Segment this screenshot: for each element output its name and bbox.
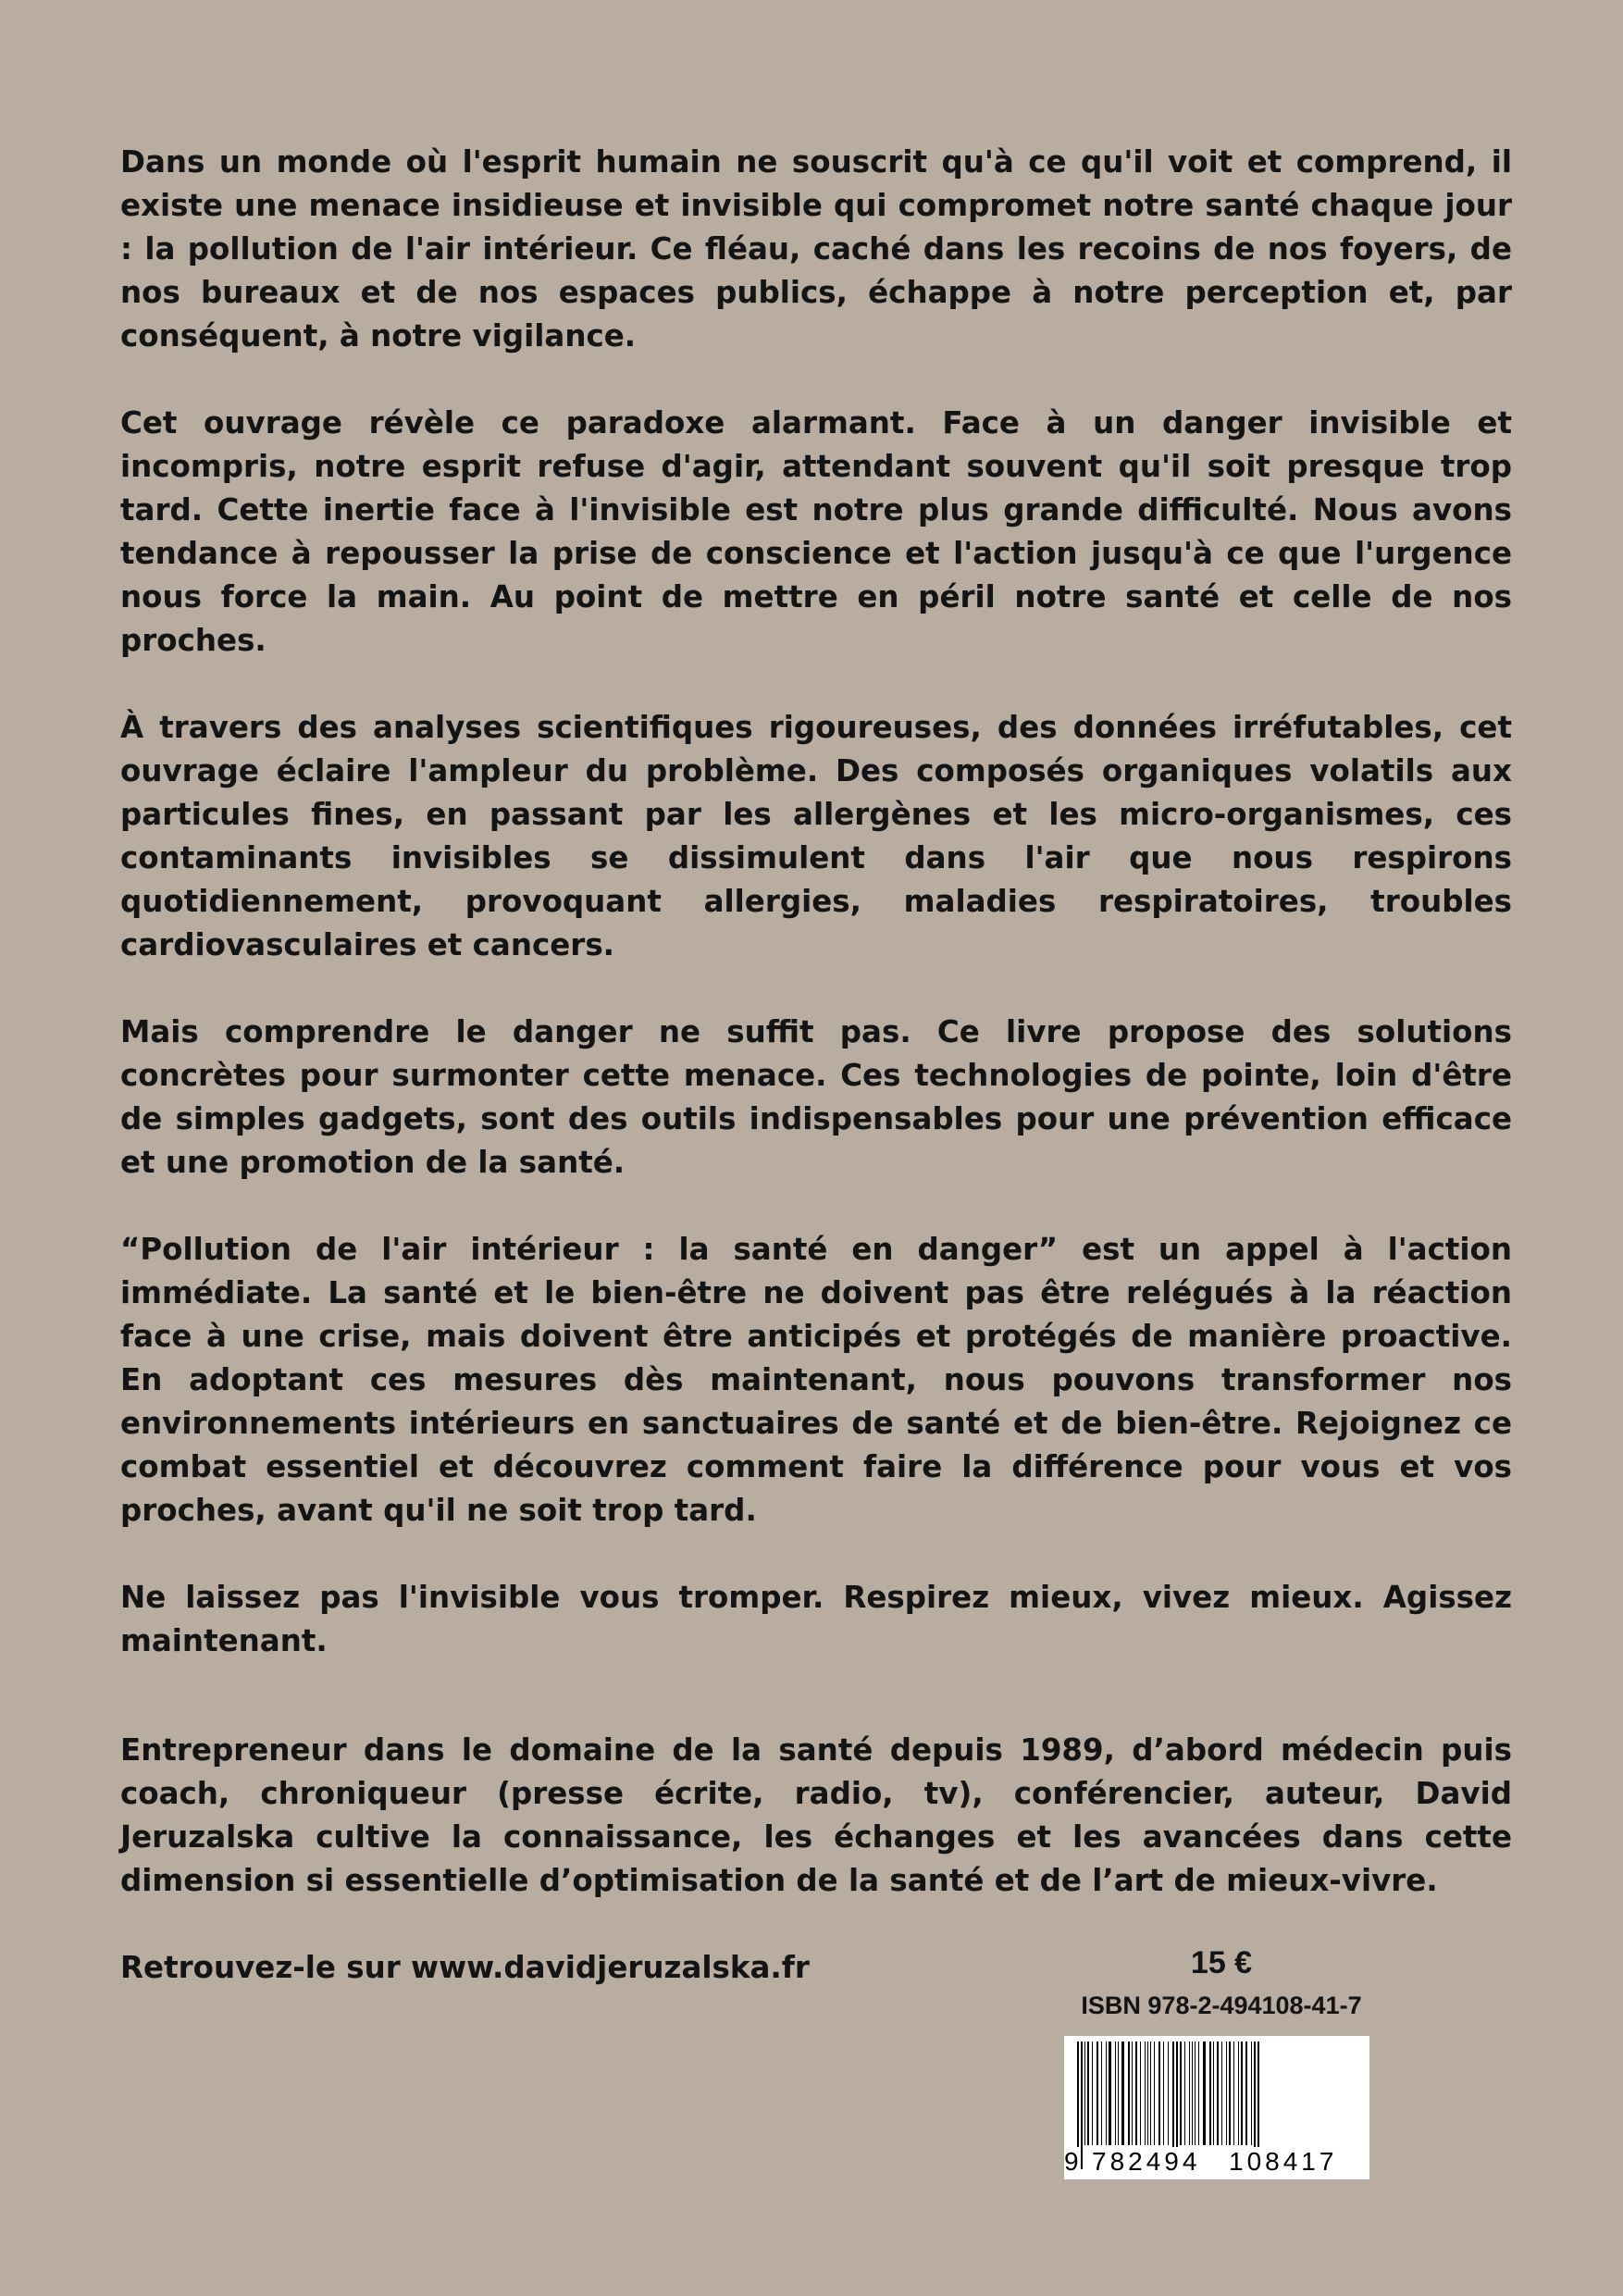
barcode-bar [1241, 2042, 1243, 2145]
barcode-bar [1147, 2042, 1148, 2145]
barcode-bar [1101, 2042, 1102, 2145]
barcode-bar [1226, 2042, 1227, 2145]
barcode-bar [1154, 2042, 1155, 2145]
barcode-bar [1118, 2042, 1119, 2145]
isbn-barcode [1064, 2036, 1369, 2179]
barcode-bar [1180, 2042, 1182, 2145]
barcode-bar [1087, 2042, 1089, 2145]
barcode-bar [1135, 2042, 1137, 2145]
barcode-bar [1145, 2042, 1146, 2145]
paragraph-2: Cet ouvrage révèle ce paradoxe alarmant. Face à un danger invisible et incompris, notre esprit refuse d'agir, attendant souvent qu'il soit presque trop tard. Cette inertie face à l'invisible est notre plus grande difficulté. Nous avons tendance à repousser la prise de conscience et l'action jusqu'à ce que l'urgence nous force la main. Au point de mettre en péril notre santé et celle de nos proches. [120, 405, 1512, 658]
barcode-bar [1203, 2042, 1206, 2145]
barcode-bar [1115, 2042, 1116, 2145]
isbn-label: ISBN 978-2-494108-41-7 [1081, 1992, 1362, 2019]
barcode-bar [1132, 2042, 1133, 2145]
barcode-bar [1184, 2042, 1185, 2145]
barcode-digits-left: 782494 [1092, 2147, 1201, 2176]
barcode-bar [1229, 2042, 1231, 2145]
barcode-bar [1150, 2042, 1151, 2145]
barcode-bar [1140, 2042, 1141, 2145]
barcode-bar [1189, 2042, 1190, 2145]
barcode-bar [1238, 2042, 1239, 2145]
website-line: Retrouvez-le sur www.davidjeruzalska.fr [120, 1950, 810, 1985]
barcode-bar [1109, 2042, 1111, 2145]
barcode-bar [1168, 2042, 1169, 2145]
barcode-bar [1092, 2042, 1093, 2145]
barcode-bar [1192, 2042, 1193, 2145]
paragraph-1: Dans un monde où l'esprit humain ne souscrit qu'à ce qu'il voit et comprend, il existe une menace insidieuse et invisible qui compromet notre santé chaque jour : la pollution de l'air intérieur. Ce fléau, caché dans les recoins de nos foyers, de nos bureaux et de nos espaces publics, échappe à notre perception et, par conséquent, à notre vigilance. [120, 144, 1512, 354]
barcode-bar [1106, 2042, 1107, 2145]
blurb [120, 141, 1512, 1990]
price-label: 15 € [1190, 1945, 1253, 1980]
barcode-bar [1213, 2042, 1214, 2145]
barcode-bar [1195, 2042, 1196, 2145]
barcode-bar [1233, 2042, 1234, 2145]
barcode-bar [1081, 2042, 1083, 2169]
barcode-bar [1217, 2042, 1219, 2145]
paragraph-6: Ne laissez pas l'invisible vous tromper. Respirez mieux, vivez mieux. Agissez maintenant. [120, 1580, 1512, 1658]
barcode-bar [1209, 2042, 1211, 2145]
paragraph-3: À travers des analyses scientifiques rigoureuses, des données irréfutables, cet ouvrage éclaire l'ampleur du problème. Des composés organiques volatils aux particules fines, en passant par les allergènes et les micro-organismes, ces contaminants invisibles se dissimulent dans l'air que nous respirons quotidiennement, provoquant allergies, maladies respiratoires, troubles cardiovasculaires et cancers. [120, 710, 1512, 962]
paragraph-5: “Pollution de l'air intérieur : la santé en danger” est un appel à l'action immédiate. La santé et le bien-être ne doivent pas être relégués à la réaction face à une crise, mais doivent être anticipés et protégés de manière proactive. En adoptant ces mesures dès maintenant, nous pouvons transformer nos environnements intérieurs en sanctuaires de santé et de bien-être. Rejoignez ce combat essentiel et découvrez comment faire la différence pour vous et vos proches, avant qu'il ne soit trop tard. [120, 1232, 1512, 1528]
barcode-bar [1245, 2042, 1247, 2145]
author-bio: Entrepreneur dans le domaine de la santé depuis 1989, d’abord médecin puis coach, chroniqueur (presse écrite, radio, tv), conférencier, auteur, David Jeruzalska cultive la connaissance, les échanges et les avancées dans cette dimension si essentielle d’optimisation de la santé et de l’art de mieux-vivre. [120, 1732, 1512, 1898]
barcode-bar [1158, 2042, 1160, 2145]
barcode-bar [1221, 2042, 1222, 2145]
barcode-digit-first: 9 [1064, 2147, 1079, 2176]
barcode-bar [1121, 2042, 1124, 2145]
barcode-bar [1163, 2042, 1164, 2145]
barcode-bar [1128, 2042, 1130, 2145]
barcode-bar [1198, 2042, 1199, 2145]
barcode-digits-right: 108417 [1229, 2147, 1338, 2176]
barcode-bar [1096, 2042, 1098, 2145]
barcode-bar [1251, 2042, 1252, 2145]
paragraph-4: Mais comprendre le danger ne suffit pas. Ce livre propose des solutions concrètes pour surmonter cette menace. Ces technologies de pointe, loin d'être de simples gadgets, sont des outils indispensables pour une prévention efficace et une promotion de la santé. [120, 1014, 1512, 1180]
barcode-bar [1084, 2042, 1085, 2145]
